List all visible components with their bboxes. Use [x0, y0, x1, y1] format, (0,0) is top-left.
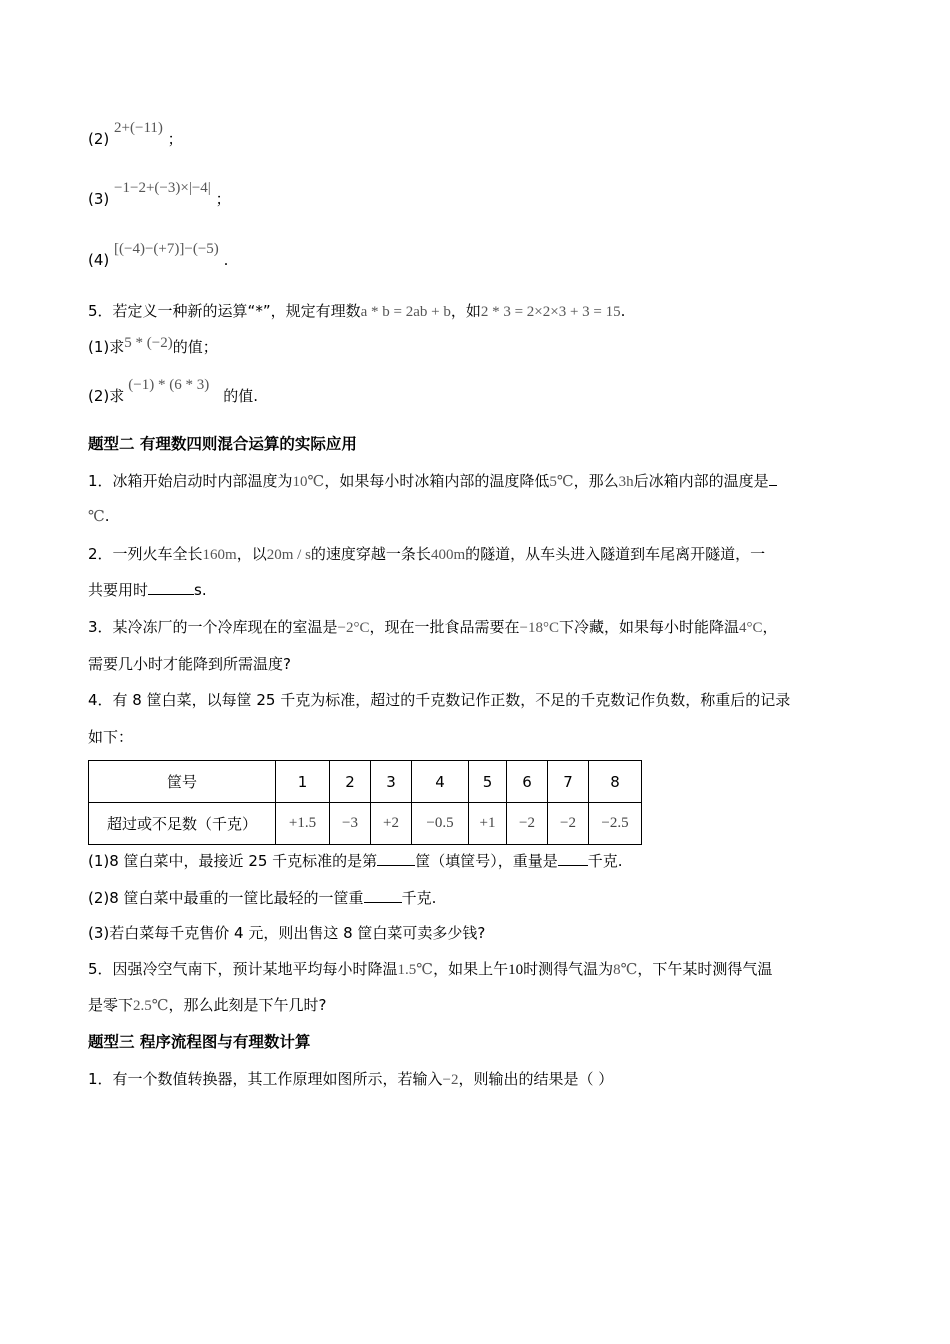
table-cell: 2 [330, 761, 371, 803]
s2-q5-line1 [88, 958, 772, 981]
cabbage-table [88, 760, 642, 845]
q5-end: . [620, 302, 626, 320]
s2-q5-math-3: 8℃ [613, 962, 638, 978]
part-label: (2) [88, 130, 110, 148]
exercise-part-4 [88, 241, 229, 272]
s2-q5-text-d: ，下午某时测得气温 [637, 960, 773, 978]
s2-q3-text-a: 3．某冷冻厂的一个冷库现在的室温是 [88, 618, 338, 636]
table-header-cell: 超过或不足数（千克） [89, 803, 276, 845]
part-label: (3) [88, 190, 110, 208]
s2-q5-math-1: 1.5℃ [397, 962, 434, 978]
table-cell: 6 [507, 761, 548, 803]
s2-q2-text-a: 2．一列火车全长 [88, 545, 203, 563]
s2-q1-line1 [88, 470, 777, 493]
s2-q5-text-a: 5．因强冷空气南下，预计某地平均每小时降温 [88, 960, 398, 978]
s2-q5-line2-text-b: ，那么此刻是下午几时? [168, 996, 327, 1014]
table-cell: +1.5 [276, 803, 330, 845]
s2-q3-math-1: −2°C [337, 620, 370, 636]
s2-q1-line2 [88, 505, 110, 528]
table-header-cell: 筐号 [89, 761, 276, 803]
table-cell: 3 [371, 761, 412, 803]
s2-q2-line2-end: s. [194, 581, 207, 599]
q5-mid-text: ，如 [450, 302, 481, 320]
answer-blank [148, 580, 194, 595]
table-cell: 4 [412, 761, 469, 803]
s2-q1-text-d: 后冰箱内部的温度是 [633, 472, 769, 490]
math-expression: 2+(−11) [114, 120, 163, 136]
s2-q2-math-1: 160m [202, 547, 237, 563]
s2-q5-line2-text-a: 是零下 [88, 996, 134, 1014]
s3-q1-line [88, 1068, 613, 1091]
q5-p2-pre: (2)求 [88, 387, 125, 405]
table-cell: +2 [371, 803, 412, 845]
s2-q5-math-2: 10 [508, 962, 524, 978]
q5-p1-post: 的值； [172, 338, 218, 356]
q5-intro-text: 5．若定义一种新的运算“*”，规定有理数 [88, 302, 361, 320]
s2-q1-end: . [104, 507, 110, 525]
table-cell: +1 [469, 803, 507, 845]
q5-p2-expression: (−1) * (6 * 3) [128, 377, 210, 393]
q5-formula: a * b = 2ab + b [360, 304, 451, 320]
exercise-part-2 [88, 120, 183, 151]
s2-q4-p1-text-a: (1)8 筐白菜中，最接近 25 千克标准的是第 [88, 852, 378, 870]
s2-q3-math-3: 4°C [739, 620, 763, 636]
q5-intro-line [88, 300, 625, 323]
s2-q3-text-b: ，现在一批食品需要在 [369, 618, 520, 636]
s2-q2-math-2: 20m / s [266, 547, 311, 563]
s2-q2-text-c: 的速度穿越一条长 [310, 545, 431, 563]
section-3-title: 题型三 程序流程图与有理数计算 [88, 1033, 311, 1051]
s2-q1-text-a: 1．冰箱开始启动时内部温度为 [88, 472, 293, 490]
table-cell: −0.5 [412, 803, 469, 845]
s2-q1-math-2: 5℃ [549, 474, 574, 490]
s2-q2-line1 [88, 543, 765, 566]
s2-q3-math-2: −18°C [519, 620, 559, 636]
s2-q1-math-1: 10℃ [292, 474, 325, 490]
q5-part-1 [88, 336, 218, 359]
q5-part-2 [88, 377, 258, 408]
s2-q1-text-c: ，那么 [573, 472, 619, 490]
s2-q3-line1 [88, 616, 778, 639]
s2-q4-p1-text-c: 千克. [587, 852, 623, 870]
s2-q1-math-3: 3h [618, 474, 634, 490]
s2-q2-text-d: 的隧道，从车头进入隧道到车尾离开隧道，一 [465, 545, 766, 563]
s2-q5-text-c: 时测得气温为 [523, 960, 614, 978]
s2-q2-text-b: ，以 [236, 545, 267, 563]
answer-blank [558, 851, 588, 866]
s2-q3-text-c: 下冷藏，如果每小时能降温 [559, 618, 740, 636]
s2-q5-line2 [88, 994, 327, 1017]
math-expression: [(−4)−(+7)]−(−5) [114, 241, 219, 257]
s3-q1-math: −2 [442, 1072, 459, 1088]
s2-q4-p2-text-a: (2)8 筐白菜中最重的一筐比最轻的一筐重 [88, 889, 364, 907]
s2-q4-part-2 [88, 887, 436, 909]
s2-q1-text-b: ，如果每小时冰箱内部的温度降低 [324, 472, 550, 490]
s2-q4-p2-text-b: 千克. [401, 889, 437, 907]
punctuation: . [223, 251, 229, 269]
s2-q1-unit: ℃ [88, 509, 105, 525]
table-cell: 5 [469, 761, 507, 803]
math-expression: −1−2+(−3)×|−4| [114, 180, 211, 196]
s2-q5-text-b: ，如果上午 [433, 960, 509, 978]
table-cell: −2 [548, 803, 589, 845]
punctuation: ； [167, 130, 183, 148]
s2-q4-part-1 [88, 850, 622, 872]
s2-q4-p1-text-b: 筐（填筐号），重量是 [415, 852, 558, 870]
s2-q3-line2: 需要几小时才能降到所需温度? [88, 655, 291, 673]
q5-p1-pre: (1)求 [88, 338, 125, 356]
table-cell: 8 [589, 761, 642, 803]
q5-p2-post: 的值. [223, 387, 258, 405]
table-cell: 7 [548, 761, 589, 803]
s2-q2-line2-text: 共要用时 [88, 581, 149, 599]
s2-q4-part-3: (3)若白菜每千克售价 4 元，则出售这 8 筐白菜可卖多少钱? [88, 924, 486, 942]
table-cell: −2 [507, 803, 548, 845]
s3-q1-text-a: 1．有一个数值转换器，其工作原理如图所示，若输入 [88, 1070, 443, 1088]
s2-q2-math-3: 400m [430, 547, 466, 563]
q5-example: 2 * 3 = 2×2×3 + 3 = 15 [480, 304, 621, 320]
table-cell: −3 [330, 803, 371, 845]
answer-blank [377, 851, 415, 866]
q5-p1-expression: 5 * (−2) [124, 335, 173, 351]
answer-blank [769, 471, 777, 486]
table-row [89, 803, 642, 845]
s2-q4-line1: 4．有 8 筐白菜，以每筐 25 千克为标准，超过的千克数记作正数，不足的千克数记作负数，称重后的记录 [88, 691, 791, 709]
s2-q2-line2 [88, 579, 207, 601]
punctuation: ； [215, 190, 231, 208]
s3-q1-text-b: ，则输出的结果是（ ） [458, 1070, 614, 1088]
exercise-part-3 [88, 180, 231, 211]
table-cell: 1 [276, 761, 330, 803]
part-label: (4) [88, 251, 110, 269]
s2-q5-line2-math: 2.5℃ [133, 998, 169, 1014]
s2-q4-line2: 如下： [88, 728, 134, 746]
table-cell: −2.5 [589, 803, 642, 845]
s2-q3-text-d: ， [762, 618, 778, 636]
section-2-title: 题型二 有理数四则混合运算的实际应用 [88, 435, 357, 453]
table-row [89, 761, 642, 803]
answer-blank [364, 888, 402, 903]
